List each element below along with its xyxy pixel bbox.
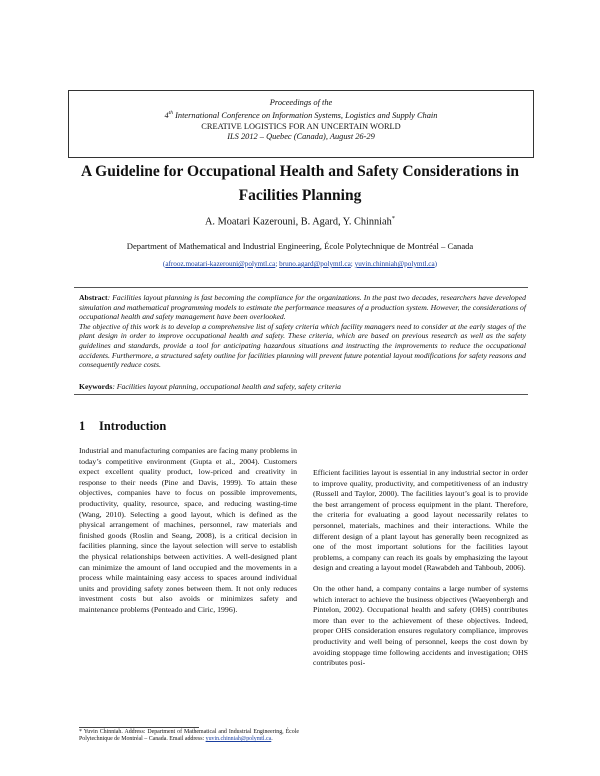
- abstract: Abstract: Facilities layout planning is fast becoming the compliance for the organizations. In the past two decades, researchers have developed simulation and mathematical programming models to estimate the performance measures of a production system. However, the considerations of occupational health and safety management have been overlooked. The objective of this work is to develop a comprehensive list of safety criteria which facility managers need to consider at the early stages of the plant design in order to improve occupational health and safety. These criteria, which are based on previous research as well as the safety guidelines and standards, provide a tool for anticipating hazardous situations and instructing the improvements to reduce the occupational accidents. Furthermore, a structured safety outline for facilities planning will prevent future potential layout modifications for safety reasons and consequently reduce costs.: [79, 293, 526, 370]
- affiliation: Department of Mathematical and Industrial Engineering, École Polytechnique de Montréal – Canada: [126, 241, 474, 251]
- proceedings-line3: CREATIVE LOGISTICS FOR AN UNCERTAIN WORLD: [201, 121, 401, 131]
- email-link-2[interactable]: bruno.agard@polymtl.ca: [279, 260, 351, 268]
- keywords: Keywords: Facilities layout planning, occupational health and safety, safety criteria: [79, 382, 341, 391]
- left-column-text: Industrial and manufacturing companies are facing many problems in today’s competitive environment (Gupta et al., 2004). Customers expect excellent quality product, low-priced and creativity in response to their needs (Pine and Davis, 1999). To attain these objectives, companies have to focus on possible improvements, productivity, quality, resource, space, and reducing wasting-time (Wang, 2010). Selecting a good layout, which is defined as the physical arrangement of machines, personnel, raw materials and finished goods (Roslin and Seang, 2008), is a critical decision in facilities planning, since the layout selection will serve to establish the physical relationships between activities. A well-designed plant can minimize the amount of land occupied and the movements in a process while maintaining easy access to spaces around individual units and providing safety zones between them. It not only reduces investment costs but also avoids or minimizes safety and maintenance problems (Penteado and Ciric, 1996).: [79, 446, 297, 614]
- proceedings-line1: Proceedings of the: [269, 98, 333, 107]
- authors: A. Moatari Kazerouni, B. Agard, Y. Chinniah*: [205, 215, 395, 228]
- footnote-rule: [79, 727, 199, 728]
- section-heading: 1 Introduction: [79, 419, 167, 433]
- abstract-bottom-rule: [74, 394, 528, 395]
- right-column-text: Efficient facilities layout is essential in any industrial sector in order to improve quality, productivity, and competitiveness of an industry (Russell and Taylor, 2000). The facilities layout’s goal is to provide the best arrangement of process equipment in the plant. Therefore, the criteria for evaluating a good layout necessarily relates to personnel, materials, machines and their interactions. While the different design of a plant layout has generally been recognized as one of the most important solutions for the facilities layout problems, a company can reach its goals by emphasizing the layout design and creating a layout model (Rawabdeh and Tahboub, 2006). On the other hand, a company contains a large number of systems which interact to achieve the business objectives (Waeyenbergh and Pintelon, 2002). Occupational health and safety (OHS) contributes more than ever to the achievement of these objectives. Indeed, proper OHS consideration ensures regulatory compliance, improves productivity and well being of personnel, keeps the cost down by avoiding stoppage time following accidents and investigation; OHS contributes posi-: [313, 468, 528, 668]
- proceedings-box: [68, 90, 534, 158]
- paper-title: A Guideline for Occupational Health and Safety Considerations in Facilities Planning: [80, 163, 520, 204]
- email-link-3[interactable]: yuvin.chinniah@polymtl.ca: [354, 260, 435, 268]
- proceedings-line4: ILS 2012 – Quebec (Canada), August 26-29: [227, 132, 375, 142]
- abstract-top-rule: [74, 287, 528, 288]
- email-link-1[interactable]: afrooz.moatari-kazerouni@polymtl.ca: [165, 260, 276, 268]
- footnote-email-link[interactable]: yuvin.chinniah@polymtl.ca: [205, 736, 272, 743]
- footnote: * Yuvin Chinniah. Address: Department of Mathematical and Industrial Engineering, École Polytechnique de Montréal – Canada. Email address: yuvin.chinniah@polymtl.ca.: [79, 729, 299, 743]
- email-list: (afrooz.moatari-kazerouni@polymtl.ca; bruno.agard@polymtl.ca; yuvin.chinniah@polymtl.ca): [162, 260, 438, 268]
- proceedings-line2: 4th International Conference on Information Systems, Logistics and Supply Chain: [164, 110, 438, 121]
